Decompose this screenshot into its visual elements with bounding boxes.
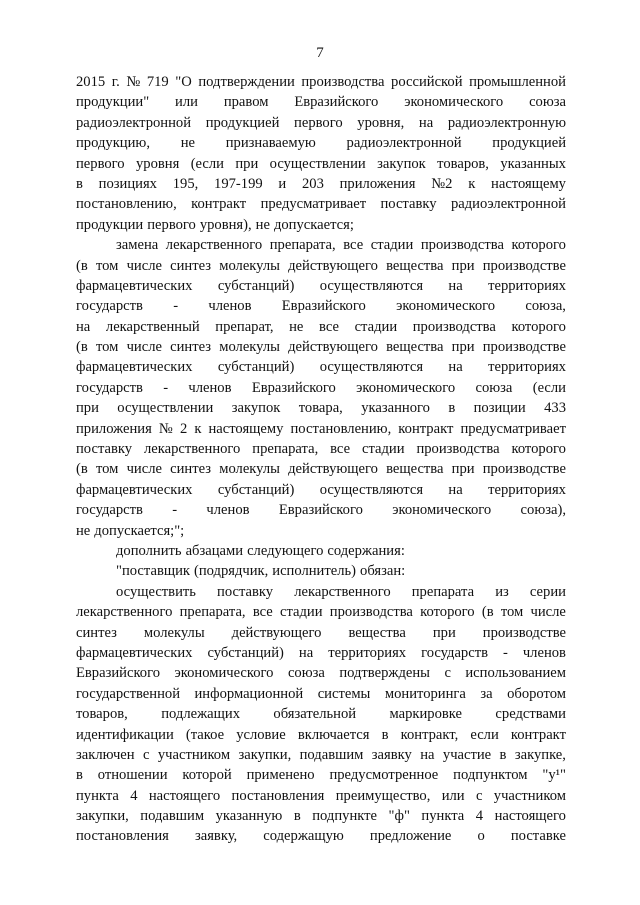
- word: пункта: [421, 808, 465, 825]
- text-line: [76, 113, 566, 133]
- text-line: [76, 317, 566, 337]
- word: молекулы: [219, 257, 280, 274]
- word: заявку: [371, 746, 412, 763]
- word: (в: [76, 339, 88, 356]
- word: 197-199: [214, 175, 263, 192]
- word: в: [76, 175, 83, 192]
- word: 2015: [76, 74, 106, 90]
- word: -: [173, 298, 179, 315]
- word: территориях: [488, 481, 566, 498]
- word: (такое: [185, 726, 225, 743]
- word: предусмотренное: [329, 767, 439, 784]
- word: союза: [475, 379, 513, 396]
- word: государств: [76, 379, 143, 396]
- word: субстанций): [217, 481, 295, 498]
- text-line: [76, 602, 566, 622]
- word: (подрядчик,: [193, 563, 269, 580]
- word: включается: [297, 726, 370, 743]
- text-line: [76, 745, 566, 765]
- word: при: [432, 624, 456, 641]
- word: числе: [126, 461, 162, 478]
- word: закупке,: [514, 746, 566, 763]
- word: в: [381, 726, 389, 743]
- word: все: [330, 441, 351, 458]
- word: 4: [475, 808, 484, 825]
- word: лекарственного: [143, 441, 241, 458]
- word: приложения: [339, 175, 416, 192]
- text-line: [76, 194, 566, 214]
- word: в: [448, 400, 456, 417]
- word: с: [142, 746, 150, 763]
- word: применено: [246, 767, 315, 784]
- text-line: [76, 72, 566, 92]
- word: (если: [190, 155, 224, 172]
- word: фармацевтических: [76, 644, 193, 661]
- word: все: [343, 237, 364, 254]
- word: территориях: [328, 644, 407, 661]
- word: "поставщик: [116, 563, 190, 580]
- word: товаров,: [437, 155, 489, 172]
- text-line: [76, 704, 566, 724]
- word: осуществляются: [319, 481, 424, 498]
- word: №2: [431, 175, 453, 192]
- text-line: [76, 357, 566, 377]
- word: фармацевтических: [76, 359, 193, 376]
- word: в: [76, 767, 83, 784]
- word: синтез: [170, 339, 212, 356]
- word: участие: [442, 746, 492, 763]
- word: продукции": [76, 94, 150, 111]
- word: производства: [420, 237, 504, 254]
- word: о: [477, 828, 485, 845]
- word: экономического: [174, 665, 274, 682]
- word: за: [480, 685, 493, 702]
- word: Евразийского: [251, 379, 336, 396]
- word: обязан:: [360, 563, 406, 580]
- word: указанную: [215, 808, 283, 825]
- word: лекарственного: [294, 583, 391, 600]
- word: которого: [511, 237, 566, 254]
- word: заключен: [76, 746, 135, 763]
- word: уровня),: [199, 216, 252, 233]
- word: контракт,: [400, 726, 459, 743]
- word: маркировке: [389, 706, 462, 723]
- word: -: [172, 502, 178, 519]
- word: первого: [294, 114, 343, 131]
- text-line: [76, 643, 566, 663]
- word: позиции: [473, 400, 526, 417]
- word: настоящему: [491, 175, 566, 192]
- word: производства: [301, 74, 385, 90]
- word: препарата,: [179, 604, 246, 621]
- word: осуществлении: [269, 155, 366, 172]
- word: -: [163, 379, 169, 396]
- text-line: [76, 521, 566, 541]
- word: продукцию,: [76, 135, 150, 152]
- word: при: [235, 155, 259, 172]
- word: настоящего: [148, 787, 221, 804]
- text-line: [76, 459, 566, 479]
- word: поставку: [217, 583, 274, 600]
- word: обязательной: [273, 706, 357, 723]
- word: в: [499, 746, 507, 763]
- word: синтез: [76, 624, 117, 641]
- word: мониторинга: [384, 685, 466, 702]
- word: производстве: [482, 257, 566, 274]
- word: которого: [511, 318, 566, 335]
- word: постановлению,: [290, 420, 392, 437]
- word: препарата,: [252, 441, 319, 458]
- page-number: 7: [316, 45, 324, 61]
- word: экономического: [356, 379, 456, 396]
- word: продукции: [76, 216, 144, 233]
- word: уровня,: [357, 114, 405, 131]
- word: "у¹": [542, 767, 566, 784]
- word: указанных: [500, 155, 566, 172]
- word: союза),: [520, 502, 566, 519]
- word: молекулы: [219, 339, 280, 356]
- word: заявку,: [194, 828, 238, 845]
- word: все: [252, 604, 273, 621]
- word: фармацевтических: [76, 481, 193, 498]
- word: производства: [329, 604, 413, 621]
- text-line: [76, 765, 566, 785]
- text-line: [76, 215, 566, 235]
- word: членов: [522, 644, 566, 661]
- word: контракт: [191, 196, 247, 213]
- word: товара,: [298, 400, 343, 417]
- word: экономического: [396, 298, 496, 315]
- word: производстве: [482, 461, 566, 478]
- word: действующего: [231, 624, 322, 641]
- word: если: [470, 726, 499, 743]
- word: не: [255, 216, 270, 233]
- text-line: [76, 174, 566, 194]
- word: радиоэлектронную: [447, 114, 566, 131]
- word: оборотом: [507, 685, 566, 702]
- word: препарата,: [269, 237, 336, 254]
- text-line: [76, 786, 566, 806]
- text-line: [76, 806, 566, 826]
- word: числе: [126, 257, 162, 274]
- word: числе: [126, 339, 162, 356]
- word: Евразийского: [76, 665, 161, 682]
- text-line: [76, 480, 566, 500]
- word: закупок: [377, 155, 426, 172]
- text-line: [76, 419, 566, 439]
- word: препарат,: [215, 318, 274, 335]
- word: радиоэлектронной: [76, 114, 192, 131]
- word: субстанций): [217, 277, 295, 294]
- word: постановления: [231, 787, 325, 804]
- word: постановлению,: [76, 196, 177, 213]
- word: синтез: [170, 257, 212, 274]
- word: из: [495, 583, 509, 600]
- word: молекулы: [219, 461, 280, 478]
- word: постановления: [76, 828, 169, 845]
- word: закупки,: [238, 746, 292, 763]
- word: дополнить: [116, 542, 182, 559]
- word: молекулы: [143, 624, 205, 641]
- word: членов: [208, 298, 252, 315]
- word: том: [95, 339, 119, 356]
- word: Евразийского: [294, 94, 379, 111]
- text-line: [76, 623, 566, 643]
- word: действующего: [288, 461, 378, 478]
- word: (в: [76, 461, 88, 478]
- word: условие: [236, 726, 286, 743]
- word: "ф": [388, 808, 410, 825]
- word: к: [194, 420, 202, 437]
- word: при: [451, 461, 475, 478]
- word: лекарственный: [105, 318, 200, 335]
- word: осуществлении: [117, 400, 214, 417]
- word: в: [293, 808, 301, 825]
- word: государств: [76, 298, 143, 315]
- word: препарата: [411, 583, 475, 600]
- word: вещества: [386, 461, 444, 478]
- word: первого: [76, 155, 125, 172]
- word: при: [451, 339, 475, 356]
- word: 719: [146, 74, 169, 90]
- word: №: [126, 74, 141, 90]
- word: средствами: [495, 706, 566, 723]
- word: следующего: [247, 542, 324, 559]
- word: 4: [130, 787, 138, 804]
- word: членов: [188, 379, 232, 396]
- word: №: [158, 420, 173, 437]
- word: не: [76, 522, 91, 539]
- word: российской: [391, 74, 463, 90]
- word: осуществляются: [319, 359, 424, 376]
- word: на: [448, 359, 463, 376]
- word: предусматривает: [260, 196, 367, 213]
- word: радиоэлектронной: [450, 196, 566, 213]
- word: (в: [76, 257, 88, 274]
- word: подпункте: [312, 808, 378, 825]
- word: первого: [147, 216, 196, 233]
- word: лекарственного: [76, 604, 173, 621]
- word: продукцией: [492, 135, 566, 152]
- word: на: [76, 318, 91, 335]
- word: подпунктом: [453, 767, 528, 784]
- word: субстанций): [217, 359, 295, 376]
- word: подлежащих: [161, 706, 240, 723]
- text-line: [76, 92, 566, 112]
- text-line: [76, 725, 566, 745]
- word: признаваемую: [225, 135, 316, 152]
- word: 2: [179, 420, 188, 437]
- word: осуществляются: [319, 277, 424, 294]
- word: не: [180, 135, 195, 152]
- text-line: [76, 256, 566, 276]
- word: на: [298, 644, 314, 661]
- word: закупок: [231, 400, 281, 417]
- word: территориях: [488, 277, 566, 294]
- word: стадии: [370, 237, 414, 254]
- word: которой: [182, 767, 232, 784]
- text-line: [76, 439, 566, 459]
- word: том: [500, 604, 524, 621]
- word: вещества: [348, 624, 406, 641]
- text-line: [76, 296, 566, 316]
- document-body: [76, 72, 566, 847]
- word: государств: [421, 644, 488, 661]
- word: -: [502, 644, 508, 661]
- word: союза: [529, 94, 566, 111]
- word: на: [420, 746, 435, 763]
- word: государственной: [76, 685, 181, 702]
- word: том: [95, 461, 119, 478]
- word: подтверждении: [198, 74, 295, 90]
- text-line: [76, 337, 566, 357]
- word: содержания:: [327, 542, 405, 559]
- text-line: [76, 235, 566, 255]
- word: пункта: [76, 787, 119, 804]
- word: г.: [111, 74, 120, 90]
- word: на: [448, 277, 463, 294]
- word: производства: [416, 441, 500, 458]
- word: к: [468, 175, 476, 192]
- word: настоящему: [208, 420, 284, 437]
- word: предложение: [369, 828, 452, 845]
- word: подавшим: [299, 746, 364, 763]
- word: или: [175, 94, 198, 111]
- word: поставку: [380, 196, 437, 213]
- word: фармацевтических: [76, 277, 193, 294]
- word: Евразийского: [281, 298, 366, 315]
- word: продукцией: [205, 114, 280, 131]
- word: преимущество,: [335, 787, 431, 804]
- text-line: [76, 663, 566, 683]
- word: государств: [76, 502, 143, 519]
- word: 195,: [172, 175, 199, 192]
- word: допускается;: [273, 216, 354, 233]
- word: и: [278, 175, 287, 192]
- word: или: [441, 787, 465, 804]
- text-line: [76, 500, 566, 520]
- word: системы: [317, 685, 371, 702]
- text-line: [76, 154, 566, 174]
- word: промышленной: [469, 74, 566, 90]
- word: "О: [175, 74, 192, 90]
- word: использованием: [465, 665, 566, 682]
- word: абзацами: [185, 542, 244, 559]
- word: серии: [529, 583, 566, 600]
- word: участником: [493, 787, 566, 804]
- word: союза,: [525, 298, 566, 315]
- word: осуществить: [116, 583, 196, 600]
- word: с: [444, 665, 451, 682]
- text-line: [76, 378, 566, 398]
- word: которого: [420, 604, 475, 621]
- text-line: [76, 541, 566, 561]
- word: субстанций): [207, 644, 284, 661]
- word: радиоэлектронной: [346, 135, 462, 152]
- text-line: [76, 276, 566, 296]
- word: товаров,: [76, 706, 128, 723]
- word: при: [451, 257, 475, 274]
- word: все: [319, 318, 339, 335]
- word: замена: [116, 237, 159, 254]
- word: экономического: [404, 94, 504, 111]
- text-line: [76, 582, 566, 602]
- word: стадии: [361, 441, 405, 458]
- word: 433: [544, 400, 566, 417]
- word: закупки,: [76, 808, 129, 825]
- word: стадии: [280, 604, 323, 621]
- word: позициях: [98, 175, 157, 192]
- word: синтез: [170, 461, 212, 478]
- word: на: [418, 114, 434, 131]
- word: экономического: [392, 502, 492, 519]
- word: производства: [412, 318, 496, 335]
- word: поставку: [76, 441, 133, 458]
- word: информационной: [194, 685, 304, 702]
- word: союза: [287, 665, 325, 682]
- word: идентификации: [76, 726, 174, 743]
- text-line: [76, 398, 566, 418]
- word: контракт: [510, 726, 566, 743]
- word: уровня: [135, 155, 180, 172]
- text-line: [76, 826, 566, 846]
- word: на: [448, 481, 463, 498]
- word: контракт: [398, 420, 454, 437]
- word: поставке: [510, 828, 566, 845]
- text-line: [76, 133, 566, 153]
- word: при: [76, 400, 99, 417]
- word: стадии: [354, 318, 398, 335]
- word: настоящего: [494, 808, 566, 825]
- word: предусматривает: [460, 420, 566, 437]
- word: Евразийского: [278, 502, 363, 519]
- word: числе: [530, 604, 566, 621]
- word: с: [475, 787, 483, 804]
- word: указанного: [361, 400, 430, 417]
- word: том: [95, 257, 119, 274]
- word: участником: [157, 746, 231, 763]
- word: содержащую: [263, 828, 344, 845]
- word: подтверждены: [339, 665, 430, 682]
- word: производстве: [482, 339, 566, 356]
- word: членов: [206, 502, 250, 519]
- word: не: [289, 318, 304, 335]
- word: подавшим: [140, 808, 205, 825]
- word: приложения: [76, 420, 152, 437]
- word: вещества: [386, 339, 444, 356]
- text-line: [76, 684, 566, 704]
- word: действующего: [288, 257, 378, 274]
- word: (в: [481, 604, 494, 621]
- word: действующего: [288, 339, 378, 356]
- word: лекарственного: [165, 237, 263, 254]
- word: (если: [532, 379, 566, 396]
- word: производстве: [482, 624, 566, 641]
- word: 203: [301, 175, 324, 192]
- word: вещества: [386, 257, 444, 274]
- word: которого: [511, 441, 566, 458]
- word: допускается;";: [94, 522, 185, 539]
- word: исполнитель): [272, 563, 357, 580]
- word: правом: [223, 94, 269, 111]
- word: территориях: [488, 359, 566, 376]
- text-line: [76, 561, 566, 581]
- word: отношении: [97, 767, 168, 784]
